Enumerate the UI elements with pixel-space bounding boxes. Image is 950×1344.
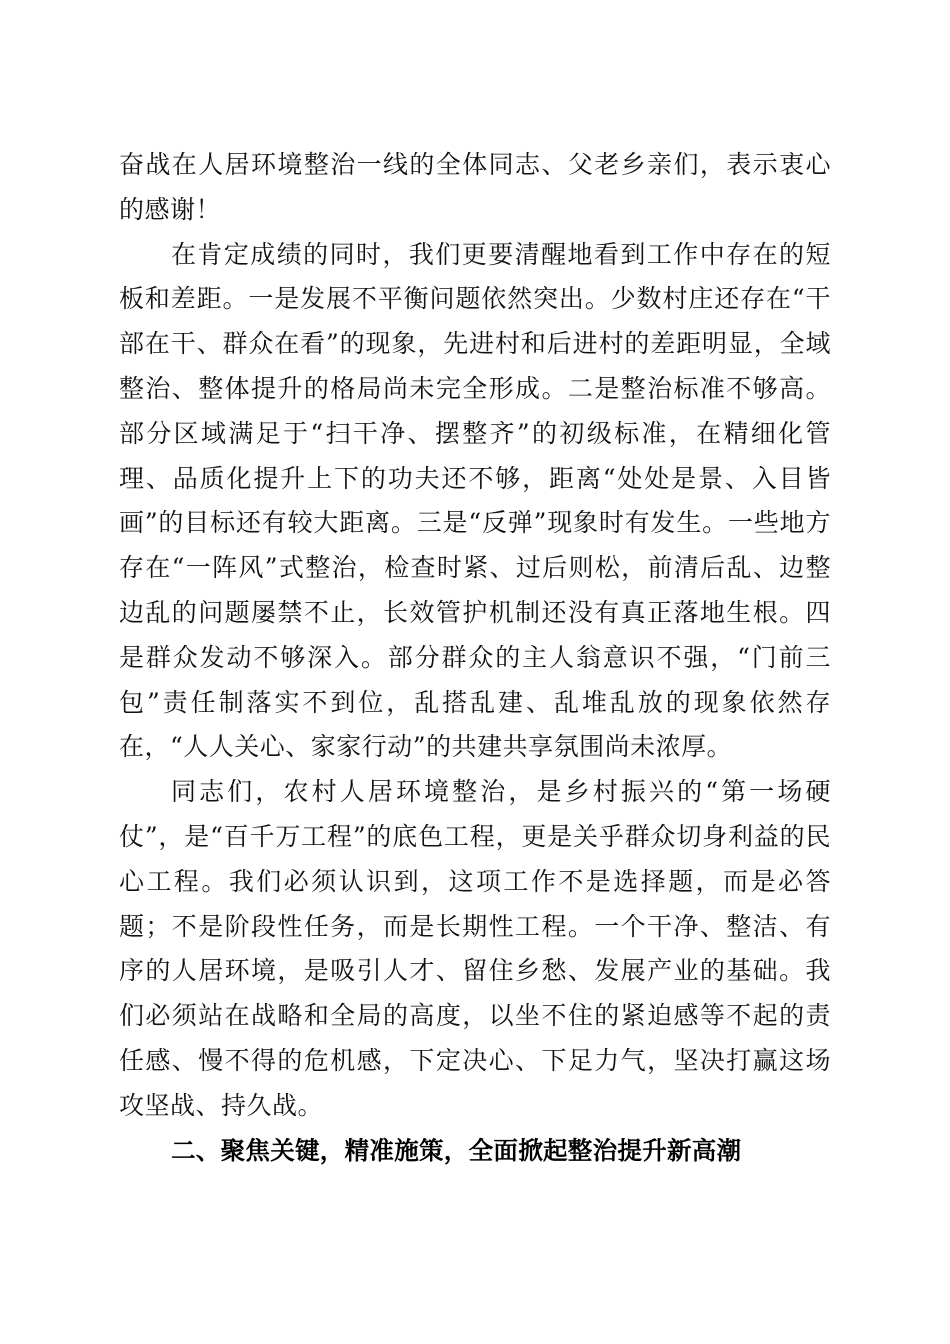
section-heading: 二、聚焦关键，精准施策，全面掀起整治提升新高潮 xyxy=(171,1135,742,1165)
paragraph-2: 在肯定成绩的同时，我们更要清醒地看到工作中存在的短板和差距。一是发展不平衡问题依然突出。少数村庄还存在“干部在干、群众在看”的现象，先进村和后进村的差距明显，全域整治、整体提升的格局尚未完全形成。二是整治标准不够高。部分区域满足于“扫干净、摆整齐”的初级标准，在精细化管理、品质化提升上下的功夫还不够，距离“处处是景、入目皆画”的目标还有较大距离。三是“反弹”现象时有发生。一些地方存在“一阵风”式整治，检查时紧、过后则松，前清后乱、边整边乱的问题屡禁不止，长效管护机制还没有真正落地生根。四是群众发动不够深入。部分群众的主人翁意识不强，“门前三包”责任制落实不到位，乱搭乱建、乱堆乱放的现象依然存在，“人人关心、家家行动”的共建共享氛围尚未浓厚。 xyxy=(119,239,831,762)
paragraph-3: 同志们，农村人居环境整治，是乡村振兴的“第一场硬仗”，是“百千万工程”的底色工程，更是关乎群众切身利益的民心工程。我们必须认识到，这项工作不是选择题，而是必答题；不是阶段性任务，而是长期性工程。一个干净、整洁、有序的人居环境，是吸引人才、留住乡愁、发展产业的基础。我们必须站在战略和全局的高度，以坐不住的紧迫感等不起的责任感、慢不得的危机感，下定决心、下足力气，坚决打赢这场攻坚战、持久战。 xyxy=(119,777,831,1120)
paragraph-1: 奋战在人居环境整治一线的全体同志、父老乡亲们，表示衷心的感谢！ xyxy=(119,150,831,224)
document-body xyxy=(119,143,831,1173)
